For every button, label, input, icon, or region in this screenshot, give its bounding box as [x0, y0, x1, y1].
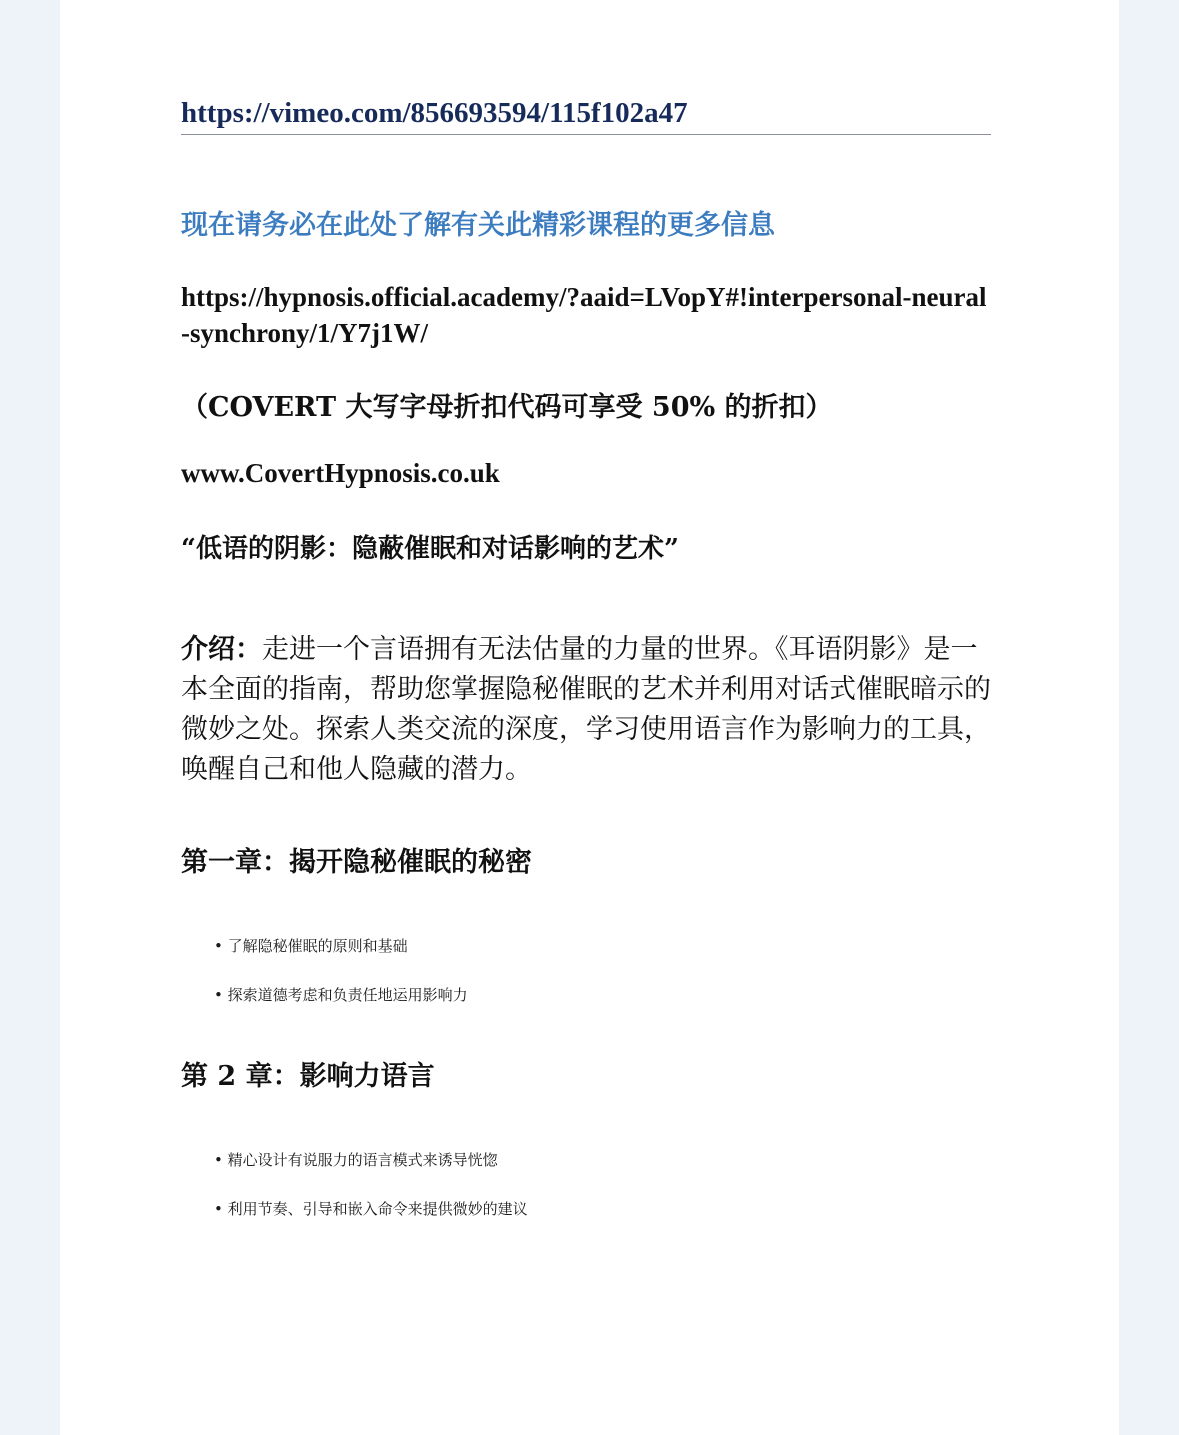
site-url: www.CovertHypnosis.co.uk [181, 458, 500, 488]
chapter-2-heading: 第 2 章：影响力语言 [181, 1061, 435, 1092]
chapter-2-bullet-2: • 利用节奏、引导和嵌入命令来提供微妙的建议 [214, 1200, 528, 1218]
vimeo-link[interactable]: https://vimeo.com/856693594/115f102a47 [181, 97, 991, 135]
book-title: “低语的阴影：隐蔽催眠和对话影响的艺术” [181, 534, 679, 564]
document-page [60, 0, 1119, 1435]
chapter-1-bullet-2: • 探索道德考虑和负责任地运用影响力 [214, 986, 468, 1004]
academy-url: https://hypnosis.official.academy/?aaid=LVopY#!interpersonal-neural-synchrony/1/Y7j1W/ [181, 282, 987, 348]
chapter-2-bullet-1: • 精心设计有说服力的语言模式来诱导恍惚 [214, 1151, 498, 1169]
intro-lead: 介绍： [181, 634, 262, 665]
promo-link[interactable]: 现在请务必在此处了解有关此精彩课程的更多信息 [181, 210, 775, 241]
discount-note: （COVERT 大写字母折扣代码可享受 50% 的折扣） [181, 392, 833, 423]
intro-paragraph [181, 630, 991, 790]
intro-body: 走进一个言语拥有无法估量的力量的世界。《耳语阴影》是一本全面的指南，帮助您掌握隐秘催眠的艺术并利用对话式催眠暗示的微妙之处。探索人类交流的深度，学习使用语言作为影响力的工具，唤醒自己和他人隐藏的潜力。 [181, 634, 991, 785]
chapter-1-bullet-1: • 了解隐秘催眠的原则和基础 [214, 937, 408, 955]
chapter-1-heading: 第一章：揭开隐秘催眠的秘密 [181, 847, 532, 878]
